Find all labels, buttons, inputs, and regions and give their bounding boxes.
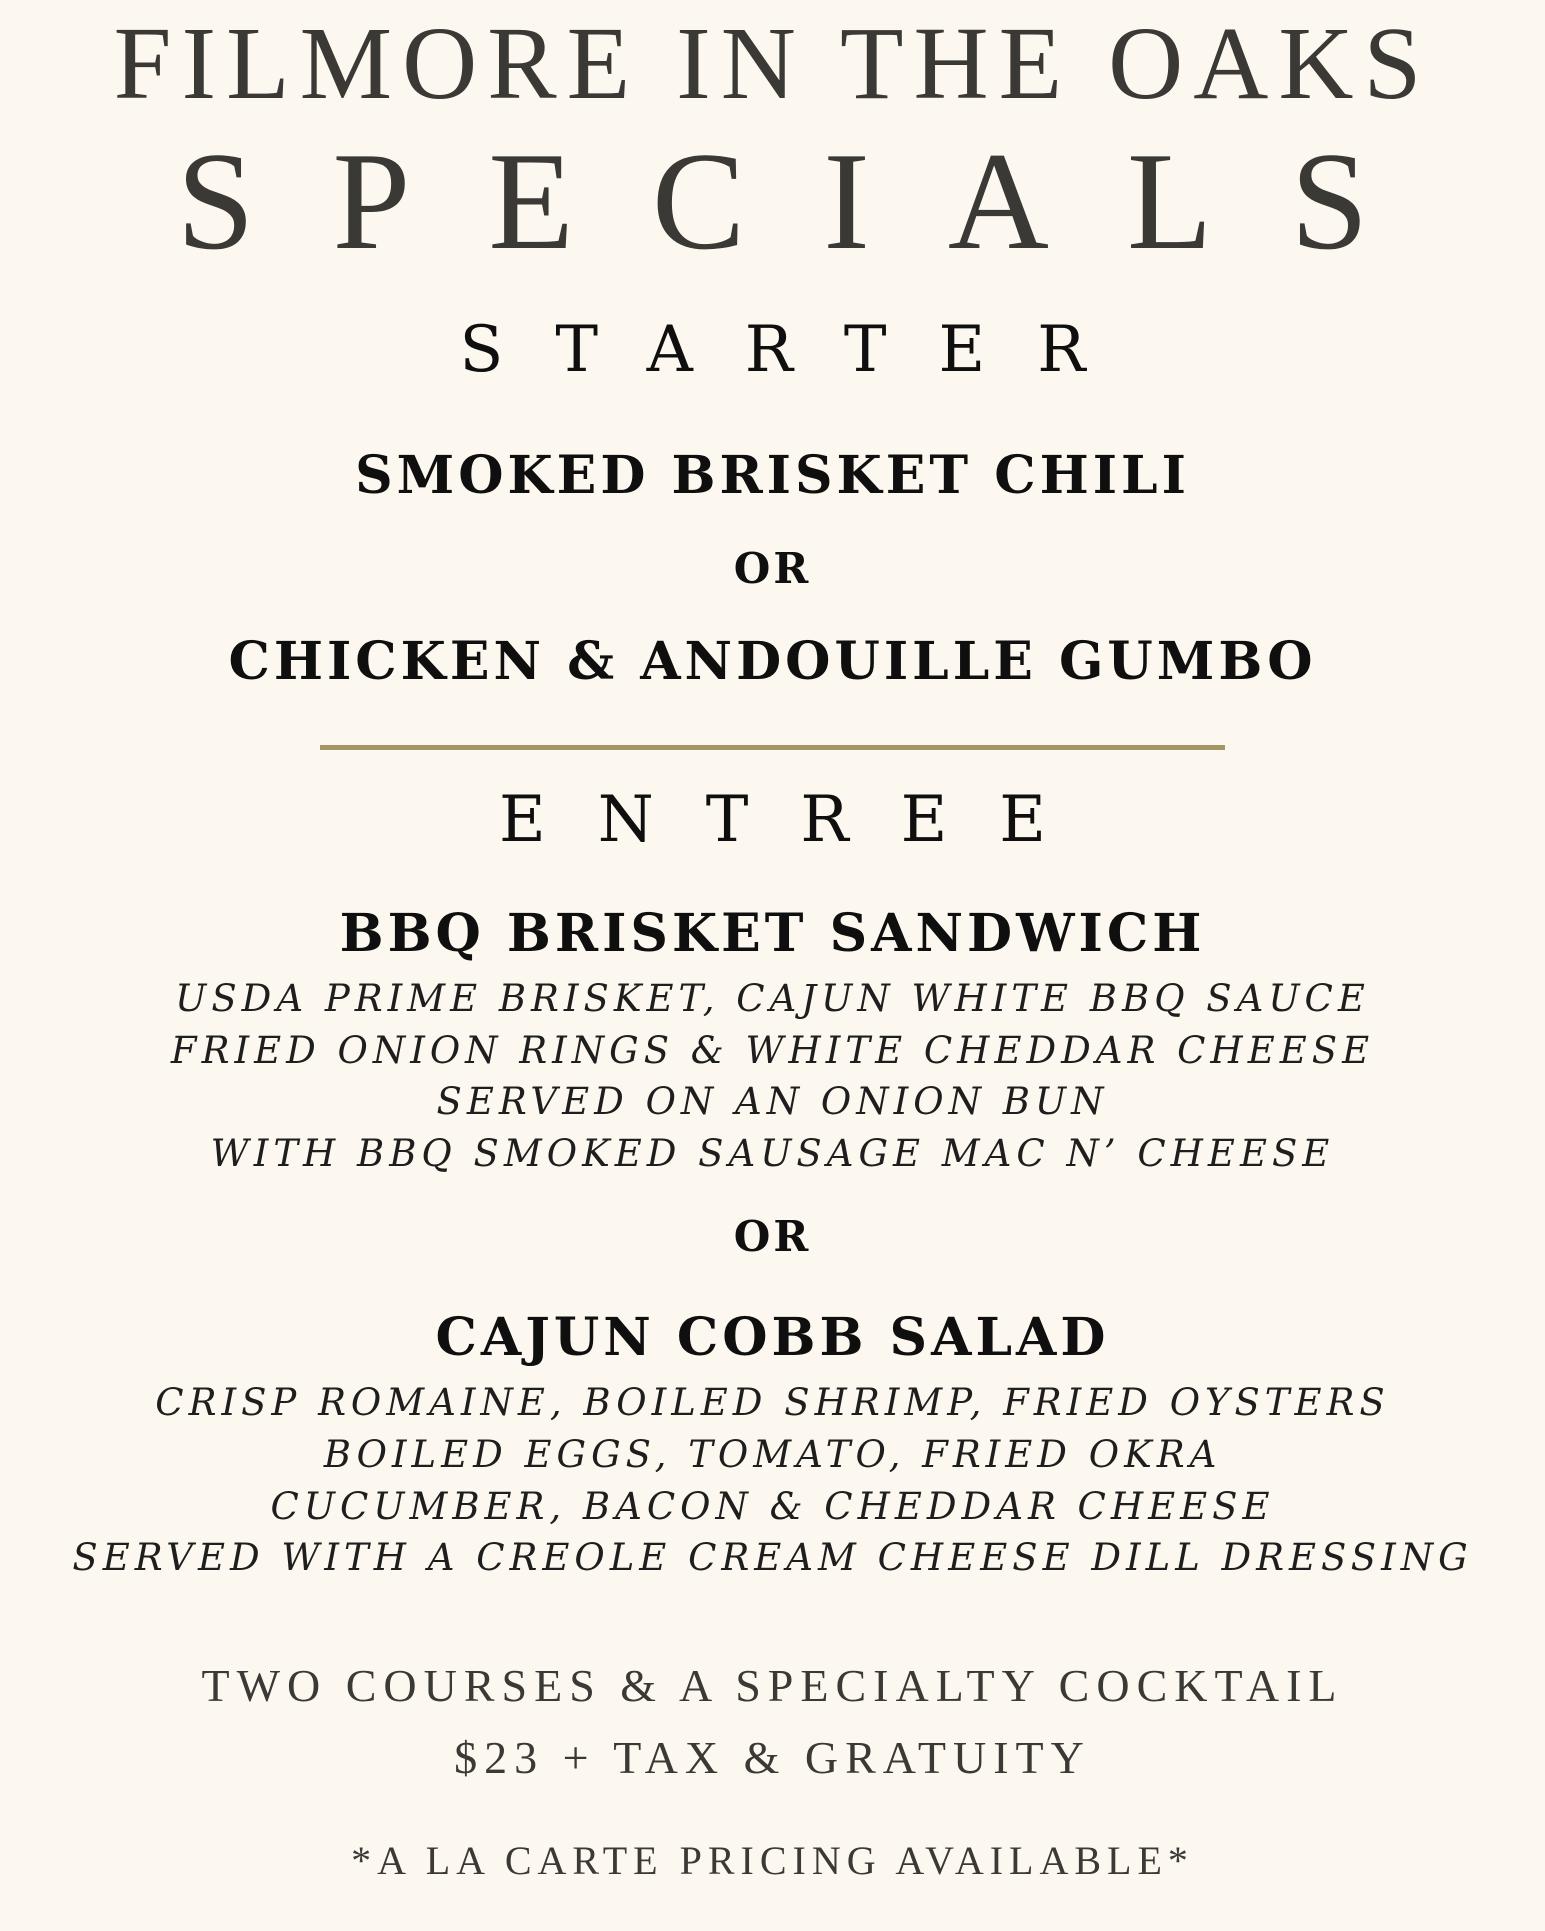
entree-heading: ENTREE [498,783,1099,857]
entree-or: OR [733,1212,812,1261]
starter-heading: STARTER [459,313,1138,387]
entree-dish-1-line: WITH BBQ SMOKED SAUSAGE MAC N’ CHEESE [210,1132,1335,1175]
entree-dish-1-line: FRIED ONION RINGS & WHITE CHEDDAR CHEESE [170,1029,1375,1072]
entree-dish-2-name: CAJUN COBB SALAD [435,1307,1110,1368]
venue-name: FILMORE IN THE OAKS [113,6,1432,121]
starter-option-2: CHICKEN & ANDOUILLE GUMBO [228,631,1317,692]
section-divider [320,745,1225,750]
price-text: $23 + TAX & GRATUITY [454,1732,1091,1783]
starter-option-1: SMOKED BRISKET CHILI [355,445,1190,506]
entree-dish-2-line: CUCUMBER, BACON & CHEDDAR CHEESE [270,1485,1275,1528]
starter-or: OR [733,544,812,593]
entree-dish-2-line: BOILED EGGS, TOMATO, FRIED OKRA [323,1433,1222,1476]
entree-dish-1-name: BBQ BRISKET SANDWICH [339,903,1206,964]
entree-dish-1-line: USDA PRIME BRISKET, CAJUN WHITE BBQ SAUCE [175,977,1370,1020]
entree-dish-2-line: CRISP ROMAINE, BOILED SHRIMP, FRIED OYSTERS [155,1381,1390,1424]
page-title: SPECIALS [176,124,1447,279]
entree-dish-1-line: SERVED ON AN ONION BUN [436,1080,1109,1123]
a-la-carte-note: *A LA CARTE PRICING AVAILABLE* [351,1838,1194,1883]
entree-dish-2-line: SERVED WITH A CREOLE CREAM CHEESE DILL DRESSING [72,1536,1473,1579]
offer-text: TWO COURSES & A SPECIALTY COCKTAIL [201,1660,1344,1711]
